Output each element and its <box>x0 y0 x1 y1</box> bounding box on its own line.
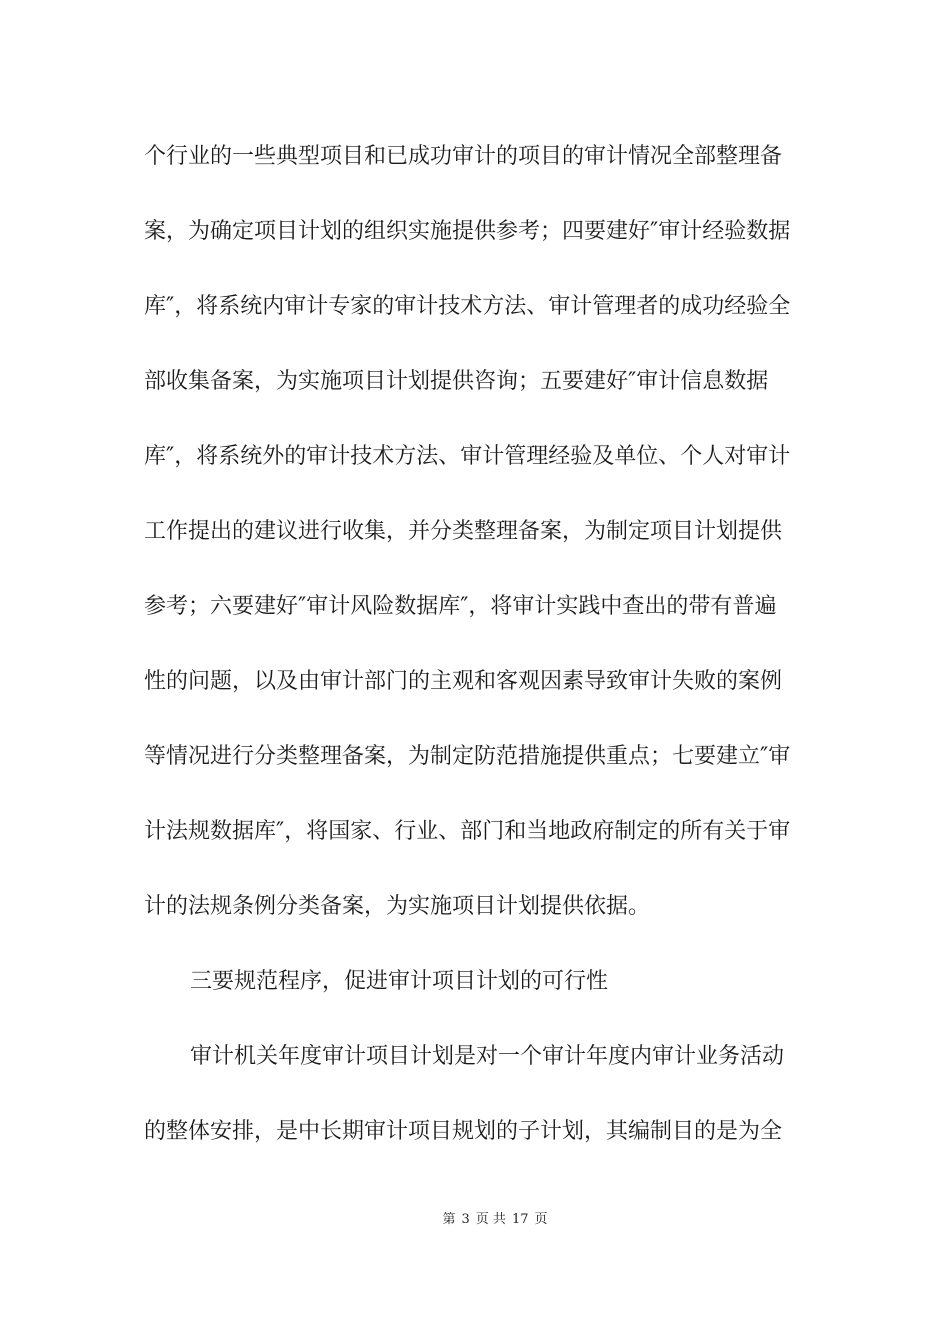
text-line-1: 个行业的一些典型项目和已成功审计的项目的审计情况全部整理备 <box>144 144 783 169</box>
text-line-4: 部收集备案，为实施项目计划提供咨询；五要建好″审计信息数据 <box>144 369 769 394</box>
text-line-3: 库″，将系统内审计专家的审计技术方法、审计管理者的成功经验全 <box>144 294 791 319</box>
document-body <box>144 134 808 1184</box>
text-line-2: 案，为确定项目计划的组织实施提供参考；四要建好″审计经验数据 <box>144 219 791 244</box>
page-footer <box>0 1208 950 1227</box>
footer-prefix: 第 <box>442 1212 456 1227</box>
footer-middle: 页 共 <box>475 1212 506 1227</box>
section-heading: 三要规范程序，促进审计项目计划的可行性 <box>190 969 609 994</box>
text-line-6: 工作提出的建议进行收集，并分类整理备案，为制定项目计划提供 <box>144 519 783 544</box>
text-line-7: 参考；六要建好″审计风险数据库″，将审计实践中查出的带有普遍 <box>144 594 777 619</box>
footer-total-pages: 17 <box>511 1212 529 1227</box>
text-line-9: 等情况进行分类整理备案，为制定防范措施提供重点；七要建立″审 <box>144 744 791 769</box>
text-line-11: 计的法规条例分类备案，为实施项目计划提供依据。 <box>144 894 651 919</box>
text-line-8: 性的问题，以及由审计部门的主观和客观因素导致审计失败的案例 <box>144 669 783 694</box>
footer-current-page: 3 <box>461 1212 470 1227</box>
text-line-5: 库″，将系统外的审计技术方法、审计管理经验及单位、个人对审计 <box>144 444 791 469</box>
paragraph-line-2: 的整体安排，是中长期审计项目规划的子计划，其编制目的是为全 <box>144 1119 783 1144</box>
paragraph-line-1: 审计机关年度审计项目计划是对一个审计年度内审计业务活动 <box>190 1044 785 1069</box>
footer-suffix: 页 <box>534 1212 548 1227</box>
text-line-10: 计法规数据库″，将国家、行业、部门和当地政府制定的所有关于审 <box>144 819 791 844</box>
